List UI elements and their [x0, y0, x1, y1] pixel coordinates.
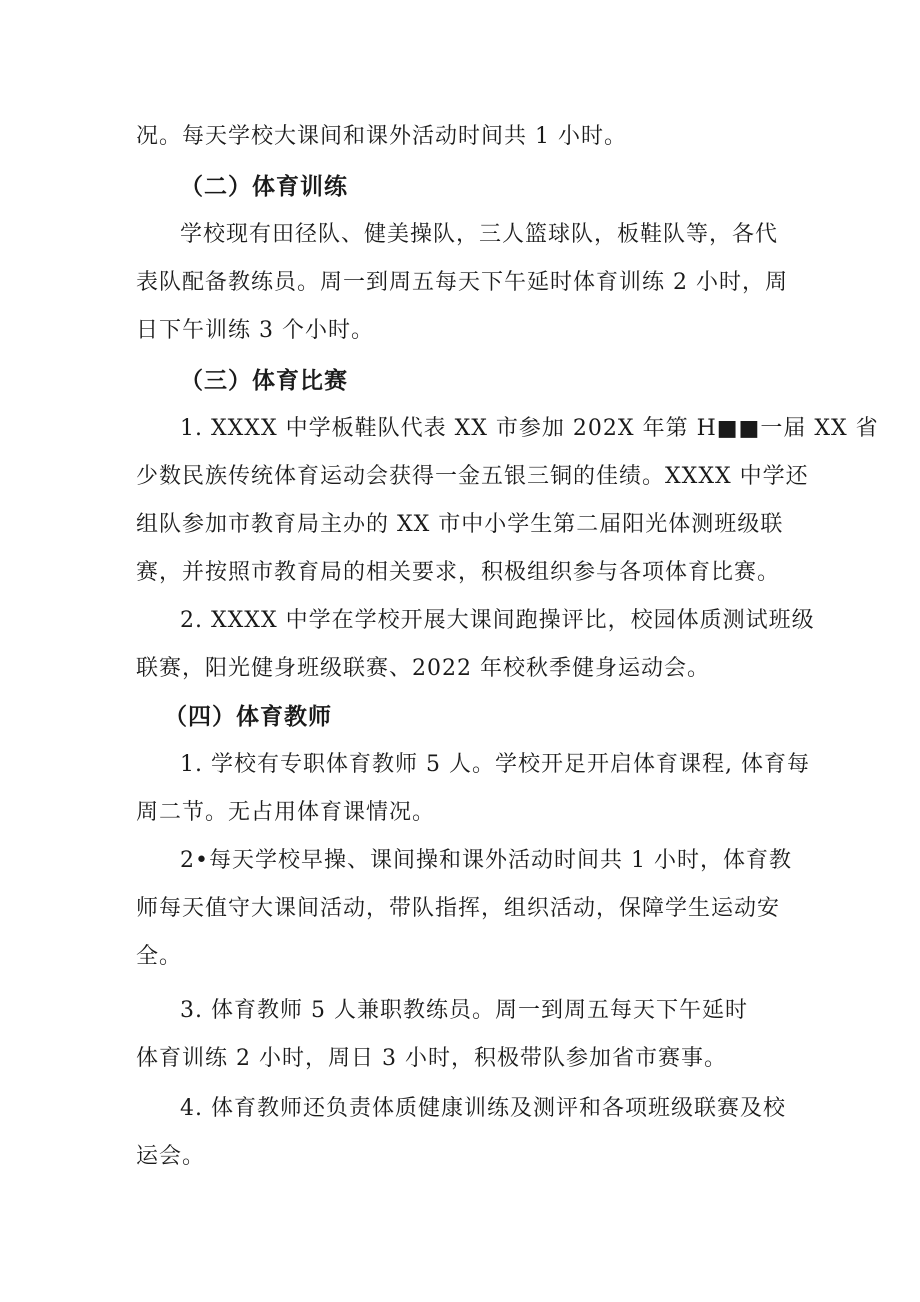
teachers-p2-line-3: 全。	[136, 944, 183, 969]
teachers-p2-line-2: 师每天值守大课间活动，带队指挥，组织活动，保障学生运动安	[136, 896, 781, 921]
teachers-p3-line-2: 体育训练 2 小时，周日 3 小时，积极带队参加省市赛事。	[136, 1046, 727, 1071]
competition-p1-line-4: 赛，并按照市教育局的相关要求，积极组织参与各项体育比赛。	[136, 560, 781, 585]
competition-p2-line-2: 联赛，阳光健身班级联赛、2022 年校秋季健身运动会。	[136, 656, 710, 681]
section-heading-teachers: （四）体育教师	[164, 703, 332, 730]
teachers-p2-line-1: 2•每天学校早操、课间操和课外活动时间共 1 小时，体育教	[180, 848, 792, 873]
competition-p1-line-2: 少数民族传统体育运动会获得一金五银三铜的佳绩。XXXX 中学还	[136, 464, 809, 489]
teachers-p4-line-1: 4. 体育教师还负责体质健康训练及测评和各项班级联赛及校	[180, 1096, 786, 1121]
competition-p1-line-3: 组队参加市教育局主办的 XX 市中小学生第二届阳光体测班级联	[136, 512, 784, 537]
teachers-p4-line-2: 运会。	[136, 1144, 206, 1169]
training-line-3: 日下午训练 3 个小时。	[136, 318, 374, 343]
teachers-p3-line-1: 3. 体育教师 5 人兼职教练员。周一到周五每天下午延时	[180, 998, 748, 1023]
competition-p1-line-1: 1. XXXX 中学板鞋队代表 XX 市参加 202X 年第 H■■一届 XX 省	[180, 416, 879, 441]
intro-tail-line: 况。每天学校大课间和课外活动时间共 1 小时。	[136, 124, 627, 149]
competition-p2-line-1: 2. XXXX 中学在学校开展大课间跑操评比，校园体质测试班级	[180, 608, 815, 633]
teachers-p1-line-2: 周二节。无占用体育课情况。	[136, 800, 436, 825]
teachers-p1-line-1: 1. 学校有专职体育教师 5 人。学校开足开启体育课程, 体育每	[180, 752, 810, 777]
section-heading-competition: （三）体育比赛	[180, 367, 348, 394]
training-line-1: 学校现有田径队、健美操队，三人篮球队，板鞋队等，各代	[180, 222, 779, 247]
section-heading-training: （二）体育训练	[180, 173, 348, 200]
training-line-2: 表队配备教练员。周一到周五每天下午延时体育训练 2 小时，周	[136, 270, 788, 295]
